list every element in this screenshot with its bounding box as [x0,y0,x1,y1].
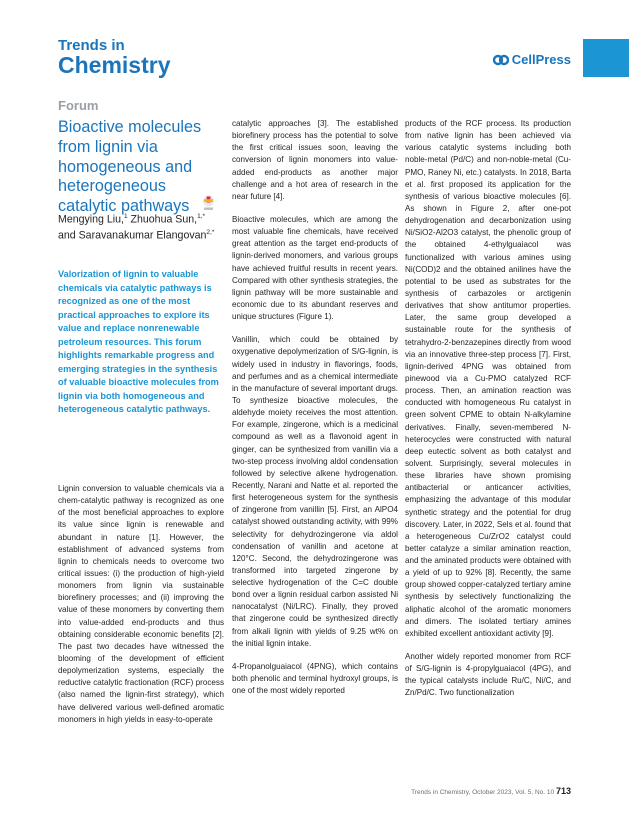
author-affiliation: 1 [123,213,128,220]
journal-name-bottom: Chemistry [58,52,171,78]
paragraph: catalytic approaches [3]. The established biorefinery process has the potential to solve the first critical issues soon, leaving the conversion of lignin monomers into value-added end-products as another major challenge and a hot area of research in the near future [4]. [232,119,398,201]
publisher-name: CellPress [511,52,571,67]
cellpress-icon [493,53,509,67]
journal-name-top: Trends in [58,37,125,54]
author-affiliation: 1,* [197,213,206,220]
paragraph: Another widely reported monomer from RCF of S/G-lignin is 4-propylguaiacol (4PG), and the typical catalysts include Ru/C, Ni/C, and Zn/Pd/C. Two functionalization [405,652,571,698]
author-list [58,212,233,244]
body-column-3 [405,118,571,711]
author-name: Mengying Liu, [58,213,124,226]
body-column-1 [58,483,224,737]
paragraph: products of the RCF process. Its production from native lignin has been achieved via various catalytic systems including both noble-metal (Pd/C) and non-noble-metal (Cu-PMO, Raney Ni, etc.) catalysts. In 2018, Barta et al. first proposed its application for the synthesis of various bioactive molecules [6]. As shown in Figure 2, after one-pot dehydrogenation and decarbonization using Ni/SiO2-Al2O3 catalyst, the phenolic group of the obtained 4-ethylguaiacol was functionalized with various amines using Ni(COD)2 and the obtained anilines have the potential to be used as substrates for the synthesis of carbazoles or arctigenin derivatives that show antitumor properties. Later, the same group developed a sustainable route for the synthesis of tetrahydro-2-benzazepines directly from wood via an innovative three-step process [7]. First, lignin-derived 4PNG was obtained from pinewood via a Cu-PMO catalyzed RCF process. Then, an amination reaction was conducted with homogeneous Ru catalyst in green solvent CPME to obtain N-alkylamine derivatives. Finally, seven-membered N-heterocycles were constructed with natural deep eutectic solvent as both catalyst and solvent. Surprisingly, several molecules in these libraries have shown promising antibacterial or anticancer activities, emphasizing the advantage of this modular synthetic strategy and the potential for drug discovery. Later, in 2022, Sels et al. found that a heterogeneous Cu/ZrO2 catalyst could better catalyze a similar amination reaction, and the aminated products were obtained with a yield of up to 92% [8]. Recently, the same group showed copper-catalyzed tertiary amine synthesis by selectively functionalizing the aliphatic alcohol of the aromatic monomers and dimers. The isolated tertiary amines exhibited excellent antioxidant activity [9]. [405,119,572,638]
paragraph: Bioactive molecules, which are among the most valuable fine chemicals, have received great attention as the target end-products of lignin-derived monomers, and various groups have achieved fruitful results in recent years. Compared with other synthesis strategies, the lignin pathway will be more sustainable and economic due to its abundant reserves and unique structures (Figure 1). [232,214,398,322]
corner-tab [583,39,629,77]
paragraph: Vanillin, which could be obtained by oxygenative depolymerization of S/G-lignin, is widely used in industry in flavorings, foods, and perfumes and as a chemical intermediate in the manufacture of several important drugs. To synthesize bioactive molecules, the aldehyde moiety receives the most attention. For example, zingerone, which is a medicinal compound as well as a flavonoid agent in ginger, can be synthesized from vanillin via a two-step process involving aldol condensation followed by selective alkene hydrogenation. Recently, Narani and Natte et al. reported the first heterogeneous system for the synthesis of zingerone from vanillin [5]. First, an AlPO4 catalyst showed outstanding activity, with 99% selectivity for dehydrozingerone via aldol condensation of vanillin and acetone at 120°C. Second, the dehydrozingerone was transformed into targeted zingerone by selective hydrogenation of the C=C double bond over a lignin residual carbon assisted Ni nanocatalyst (Ni/LRC). Finally, they proved that zingerone could be synthesized directly from alkali lignin with yields of 9.25 wt% on the initial lignin intake. [232,335,398,648]
paragraph: Lignin conversion to valuable chemicals via a chem-catalytic pathway is recognized as one of the most beneficial approaches to explore its value since lignin is renewable and abundant in nature [1]. However, the establishment of advanced systems from lignin to chemicals needs to overcome two critical issues: (i) the production of high-yield monomers from lignin via sustainable biorefinery processes; and (ii) improving the value of these monomers by converting them into value-added end-products and thus obtaining considerable economic benefits [2]. The past two decades have witnessed the blooming of the development of efficient depolymerization systems, especially the reductive catalytic fractionation (RCF) process (also named the lignin-first strategy), which have delivered various well-defined aromatic monomers in high yields in easy-to-operate [58,484,224,724]
article-title: Bioactive molecules from lignin via homogeneous and heterogeneous catalytic pathways [58,118,202,216]
body-column-2 [232,118,398,708]
crossmark-icon[interactable] [202,195,215,211]
section-label: Forum [58,98,99,113]
publisher-logo [493,52,571,67]
author-affiliation: 2,* [206,228,215,236]
abstract: Valorization of lignin to valuable chemicals via catalytic pathways is recognized as one of the most practical approaches to explore its value and replace nonrenewable petroleum resources. This forum highlights remarkable progress and emerging strategies in the synthesis of valuable bioactive molecules from lignin via both homogeneous and heterogeneous catalytic pathways. [58,269,219,415]
page-number: 713 [555,786,571,796]
author-name: and Saravanakumar Elangovan [58,229,207,242]
page-footer [411,786,571,796]
footer-citation: Trends in Chemistry, October 2023, Vol. 5, No. 10 [411,789,555,796]
author-name: Zhuohua Sun, [127,213,198,226]
journal-logo [58,38,170,77]
paragraph: 4-Propanolguaiacol (4PNG), which contains both phenolic and terminal hydroxyl groups, is one of the most widely reported [232,661,398,696]
